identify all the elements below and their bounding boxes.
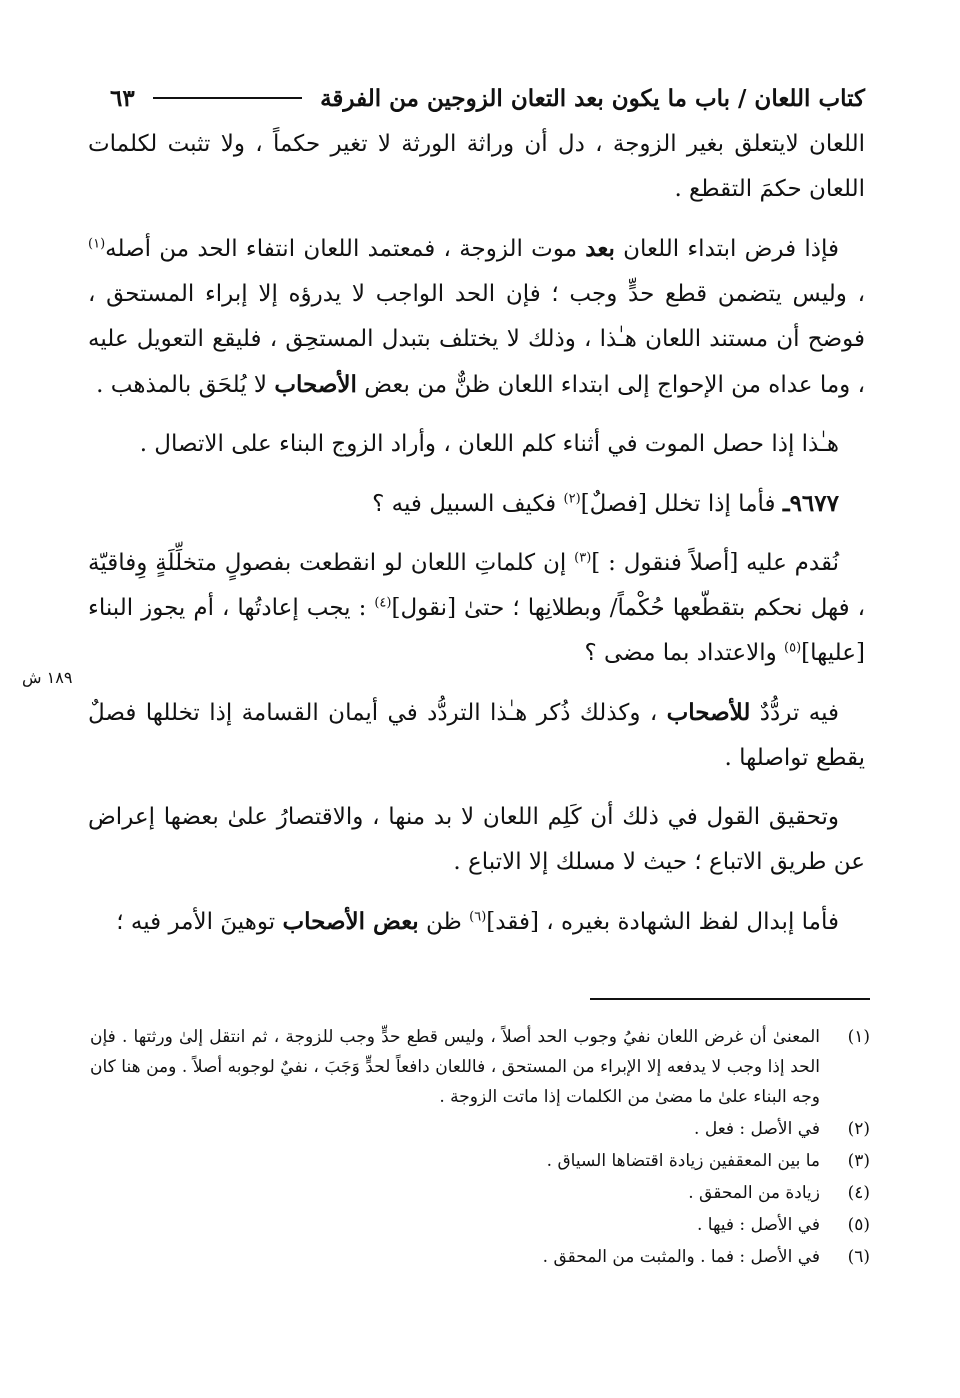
footnote-number: (١) <box>847 1027 870 1047</box>
paragraph-5 <box>88 541 865 676</box>
footnote-ref-2[interactable]: (٢) <box>563 491 581 507</box>
footnote-text: في الأصل : فيها . <box>696 1215 820 1235</box>
footnote-item <box>90 1022 870 1112</box>
footnote-number: (٥) <box>847 1215 870 1235</box>
footnote-item <box>90 1178 870 1208</box>
text-run: توهينَ الأمر فيه ؛ <box>116 909 283 935</box>
text-run: : يجب إعادتُها ، أم يجوز البناء [عليها] <box>88 595 865 666</box>
footnote-text: ما بين المعقفين زيادة اقتضاها السياق . <box>546 1151 820 1171</box>
bold-run: بعد <box>585 235 615 262</box>
paragraph-7: وتحقيق القول في ذلك أن كَلِم اللعان لا بد منها ، والاقتصارُ علىٰ بعضها إعراض عن طريق الاتباع ؛ حيث لا مسلك إلا الاتباع . <box>88 804 865 875</box>
footnote-separator <box>590 998 870 1000</box>
footnote-item <box>90 1114 870 1144</box>
footnote-text: في الأصل : فعل . <box>694 1119 820 1139</box>
footnote-text: في الأصل : فما . والمثبت من المحقق . <box>542 1247 820 1267</box>
paragraph-4 <box>88 481 865 527</box>
text-run: لا يُلحَق بالمذهب . <box>96 372 275 398</box>
footnote-text: زيادة من المحقق . <box>688 1183 820 1203</box>
footnote-ref-3[interactable]: (٣) <box>574 550 592 566</box>
footnote-ref-6[interactable]: (٦) <box>469 909 487 925</box>
text-run: فيه تردُّدٌ <box>750 700 839 726</box>
footnote-ref-1[interactable]: (١) <box>88 236 106 252</box>
footnote-ref-5[interactable]: (٥) <box>784 640 802 656</box>
text-run: ظن <box>418 909 470 935</box>
paragraph-3: هـٰذا إذا حصل الموت في أثناء كلم اللعان ، وأراد الزوج البناء على الاتصال . <box>139 431 839 457</box>
section-number: ٩٦٧٧ـ <box>782 490 839 517</box>
margin-note: ١٨٩ ش <box>22 668 73 687</box>
text-run: فكيف السبيل فيه ؟ <box>372 491 564 517</box>
paragraph-8 <box>88 899 865 945</box>
footnote-text: المعنىٰ أن غرض اللعان نفيُ وجوب الحد أصلاً ، وليس قطع حدٍّ وجب للزوجة ، ثم انتقل إلىٰ ورثتها . فإن الحد إذا وجب لا يدفعه إلا الإبراء من المستحق ، فاللعان دافعاً لحدٍّ وَجَبَ ، نفيٌ لوجوبه أصلاً . ومن هنا كان وجه البناء علىٰ ما مضىٰ من الكلمات إذا ماتت الزوجة . <box>90 1027 820 1107</box>
footnote-item <box>90 1242 870 1272</box>
text-run: فإذا فرض ابتداء اللعان <box>614 236 839 262</box>
running-header <box>110 78 865 118</box>
footnotes <box>90 1022 870 1274</box>
text-run: إن كلماتِ اللعان لو انقطعت بفصولٍ متخلِّلَةٍ وِفاقيّة ، فهل نحكم بتقطّعها حُكْماً/ وبطلانِها ؛ حتىٰ [نقول] <box>88 550 866 621</box>
bold-run: للأصحاب <box>666 699 751 726</box>
bold-run: بعض الأصحاب <box>282 908 419 935</box>
footnote-number: (٣) <box>847 1151 870 1171</box>
header-rule <box>153 97 302 99</box>
text-run: ، وليس يتضمن قطع حدٍّ وجب ؛ فإن الحد الواجب لا يدرؤه إلا إبراء المستحق ، فوضح أن مستند اللعان هـٰذا ، وذلك لا يختلف بتبدل المستحِق ، فليقع التعويل عليه ، وما عداه من الإحواج إلى ابتداء اللعان ظنٌّ من بعض <box>88 281 865 398</box>
paragraph-1: اللعان لايتعلق بغير الزوجة ، دل أن وراثة الورثة لا تغير حكماً ، ولا تثبت لكلمات اللعان حكمَ التقطع . <box>88 131 865 202</box>
text-run: فأما إبدال لفظ الشهادة بغيره ، [فقد] <box>486 909 839 935</box>
text-run: فأما إذا تخلل [فصلٌ] <box>580 491 783 517</box>
header-title: كتاب اللعان / باب ما يكون بعد التعان الزوجين من الفرقة <box>320 84 865 112</box>
footnote-number: (٦) <box>847 1247 870 1267</box>
footnote-number: (٢) <box>847 1119 870 1139</box>
text-run: موت الزوجة ، فمعتمد اللعان انتفاء الحد من أصله <box>105 236 586 262</box>
footnote-ref-4[interactable]: (٤) <box>374 595 392 611</box>
footnote-item <box>90 1210 870 1240</box>
footnote-item <box>90 1146 870 1176</box>
footnote-number: (٤) <box>847 1183 870 1203</box>
paragraph-6 <box>88 690 865 781</box>
text-run: والاعتداد بما مضى ؟ <box>584 640 785 666</box>
text-run: ، وكذلك ذُكر هـٰذا التردُّد في أيمان القسامة إذا تخللها فصلٌ يقطع تواصلها . <box>88 700 865 771</box>
page-number: ٦٣ <box>110 84 135 112</box>
main-text <box>88 122 865 959</box>
text-run: نُقدم عليه [أصلاً فنقول : ] <box>591 550 839 576</box>
paragraph-2 <box>88 226 865 408</box>
bold-run: الأصحاب <box>274 371 357 398</box>
